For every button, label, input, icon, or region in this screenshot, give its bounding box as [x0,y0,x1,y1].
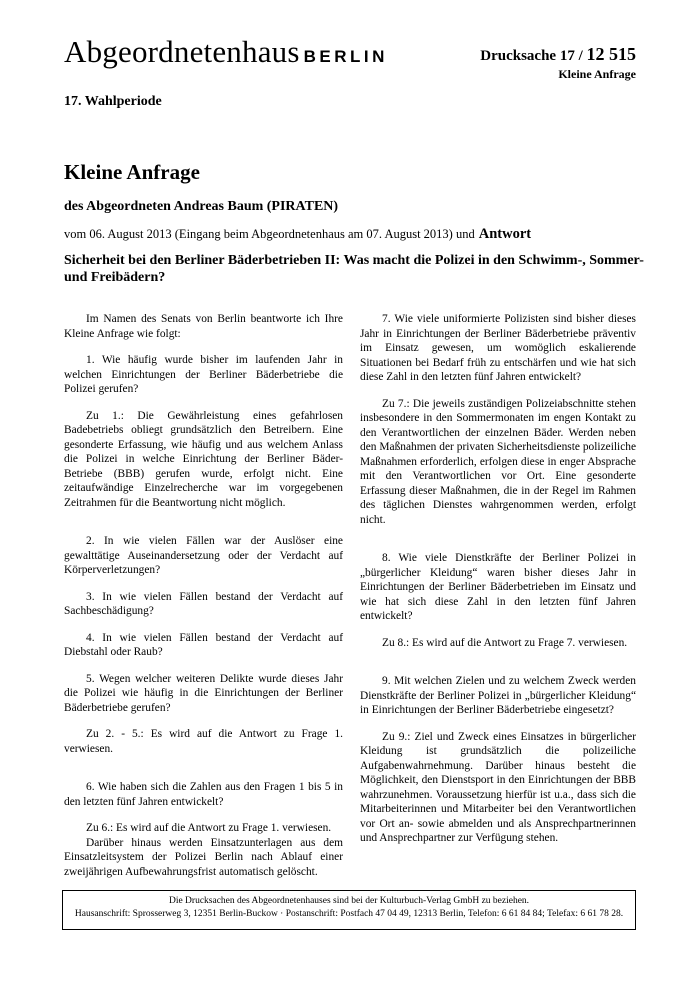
footer-box [62,890,636,930]
paragraph-spacer [64,756,343,780]
paragraph-spacer [64,510,343,534]
subject-heading: Sicherheit bei den Berliner Bäderbetrieben II: Was macht die Polizei in den Schwimm-, Sommer- und Freibädern? [64,253,644,285]
right-column [360,312,636,846]
date-text: vom 06. August 2013 (Eingang beim Abgeordnetenhaus am 07. August 2013) und [64,227,475,241]
paragraph-spacer [64,578,343,590]
paragraph: Zu 1.: Die Gewährleistung eines gefahrlosen Badebetriebs obliegt grundsätzlich den Betreibern. Eine gesonderte Erfassung, wie häufig und aus welchem Anlass die Polizei in welche Einrichtung der Berliner Bäder-Betriebe (BBB) gerufen wurde, erfolgt nicht. Eine zeitaufwändige Einzelrecherche war im vorgegebenen Zeitrahmen für die Beantwortung nicht möglich. [64,409,343,509]
paragraph: 3. In wie vielen Fällen bestand der Verdacht auf Sachbeschädigung? [64,590,343,617]
paragraph-spacer [64,619,343,631]
author-line: des Abgeordneten Andreas Baum (PIRATEN) [64,199,339,214]
antwort-label: Antwort [478,226,532,242]
paragraph-spacer [360,624,636,636]
paragraph-spacer [360,385,636,397]
paragraph-spacer [64,660,343,672]
logo-main-text: Abgeordnetenhaus [64,34,300,69]
paragraph-spacer [360,527,636,551]
footer-line-2: Hausanschrift: Sprosserweg 3, 12351 Berlin-Buckow · Postanschrift: Postfach 47 04 49, 12313 Berlin, Telefon: 6 61 84 84; Telefax: 6 61 78 28. [74,909,624,919]
footer-line-1: Die Drucksachen des Abgeordnetenhauses sind bei der Kulturbuch-Verlag GmbH zu beziehen. [168,896,530,906]
page-title: Kleine Anfrage [64,160,200,184]
paragraph: Darüber hinaus werden Einsatzunterlagen aus dem Einsatzleitsystem der Polizei Berlin nach Ablauf einer zweijährigen Aufbewahrungsfrist automatisch gelöscht. [64,836,343,878]
date-line [64,226,531,243]
paragraph: 4. In wie vielen Fällen bestand der Verdacht auf Diebstahl oder Raub? [64,631,343,658]
drucksache-number [480,44,636,65]
paragraph: 8. Wie viele Dienstkräfte der Berliner Polizei in „bürgerlicher Kleidung“ waren bisher dieses Jahr in Einrichtungen der Berliner Bäderbetrieben im Einsatz und wie hat sich diese Zahl in den letzten fünf Jahren entwickelt? [360,552,636,622]
paragraph: 2. In wie vielen Fällen war der Auslöser eine gewalttätige Auseinandersetzung oder der Verdacht auf Körperverletzungen? [64,535,343,576]
paragraph-spacer [360,718,636,730]
paragraph: 7. Wie viele uniformierte Polizisten sind bisher dieses Jahr in Einrichtungen der Berliner Bäderbetriebe präventiv im Einsatz gewesen, um womöglich eskalierende Situationen bei Bedarf früh zu entschärfen und wie hat sich diese Zahl in den letzten fünf Jahren entwickelt? [360,313,636,383]
paragraph: Im Namen des Senats von Berlin beantworte ich Ihre Kleine Anfrage wie folgt: [64,313,343,340]
drucksache-label: Drucksache 17 / [480,48,583,64]
paragraph: 6. Wie haben sich die Zahlen aus den Fragen 1 bis 5 in den letzten fünf Jahren entwickelt? [64,781,343,808]
paragraph: 1. Wie häufig wurde bisher im laufenden Jahr in welchen Einrichtungen der Berliner Bäderbetriebe die Polizei gerufen? [64,354,343,395]
paragraph: 9. Mit welchen Zielen und zu welchem Zweck werden Dienstkräfte der Berliner Polizei in „bürgerlicher Kleidung“ in Einrichtungen der Berliner Bäderbetriebe eingesetzt? [360,675,636,716]
paragraph: Zu 6.: Es wird auf die Antwort zu Frage 1. verwiesen. [86,822,332,834]
paragraph: Zu 2. - 5.: Es wird auf die Antwort zu Frage 1. verwiesen. [64,728,343,755]
drucksache-value: 12 515 [586,44,636,64]
paragraph: Zu 8.: Es wird auf die Antwort zu Frage 7. verwiesen. [382,636,628,649]
doc-type: Kleine Anfrage [558,67,636,81]
paragraph-spacer [64,715,343,727]
paragraph-spacer [64,397,343,409]
paragraph-spacer [64,341,343,353]
logo-berlin-text: BERLIN [303,47,388,66]
paragraph-spacer [64,809,343,821]
logo [64,34,388,70]
left-column [64,312,343,879]
paragraph: Zu 9.: Ziel und Zweck eines Einsatzes in bürgerlicher Kleidung ist grundsätzlich die polizeiliche Aufgabenwahrnehmung. Darüber hinaus besteht die Möglichkeit, den Dienstsport in den Einrichtungen der BBB wahrzunehmen. Voraussetzung hierfür ist u.a., dass sich die Mitarbeiterinnen und Mitarbeiter bei den Verantwortlichen vor Ort an- sowie abmelden und als Ansprechpartnerinnen und Ansprechpartner zur Verfügung stehen. [360,730,636,844]
paragraph: 5. Wegen welcher weiteren Delikte wurde dieses Jahr die Polizei wie häufig in die Einrichtungen der Berliner Bäderbetriebe gerufen? [64,672,343,714]
wahlperiode: 17. Wahlperiode [64,94,162,109]
paragraph-spacer [360,650,636,674]
paragraph: Zu 7.: Die jeweils zuständigen Polizeiabschnitte stehen insbesondere in den Sommermonaten im engen Kontakt zu den Verantwortlichen der einzelnen Bäder. Werden neben den Maßnahmen der privaten Sicherheitsdienste polizeiliche Maßnahmen erforderlich, erfolgen diese in enger Absprache mit den Verantwortlichen vor Ort. Eine gesonderte Erfassung dieser Maßnahmen, die in der Regel im Rahmen des täglichen Dienstes wahrgenommen werden, erfolgt nicht. [360,397,636,526]
